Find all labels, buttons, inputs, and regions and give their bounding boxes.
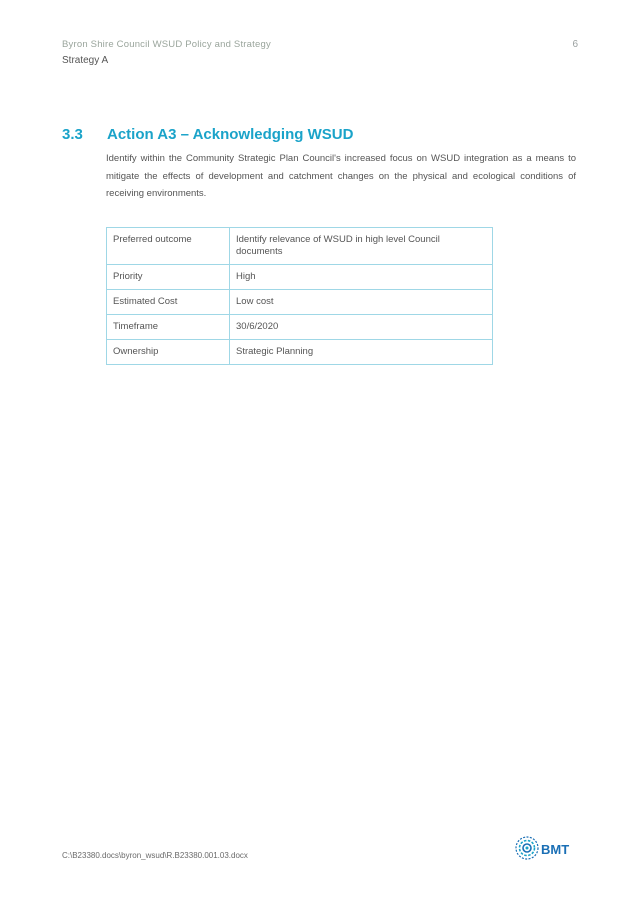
table-row xyxy=(107,290,493,315)
section-intro: Identify within the Community Strategic Plan Council's increased focus on WSUD integration as a means to mitigate the effects of development and catchment changes on the physical and ecological conditions of receiving environments. xyxy=(106,153,576,199)
row-label: Estimated Cost xyxy=(107,290,230,315)
action-table xyxy=(106,227,493,365)
table-row xyxy=(107,265,493,290)
logo-text: BMT xyxy=(541,842,570,857)
globe-icon xyxy=(516,837,538,859)
row-label: Preferred outcome xyxy=(107,228,230,265)
row-value: High xyxy=(230,265,493,290)
section-title: Action A3 – Acknowledging WSUD xyxy=(107,126,354,143)
table-row xyxy=(107,315,493,340)
row-label: Timeframe xyxy=(107,315,230,340)
table-row xyxy=(107,228,493,265)
table-row xyxy=(107,340,493,365)
page-number: 6 xyxy=(572,39,578,50)
section-heading xyxy=(62,126,582,143)
header-title: Byron Shire Council WSUD Policy and Strategy xyxy=(62,39,271,50)
row-label: Priority xyxy=(107,265,230,290)
header-subtitle: Strategy A xyxy=(62,55,109,66)
row-value: Identify relevance of WSUD in high level Council documents xyxy=(230,228,493,265)
row-value: 30/6/2020 xyxy=(230,315,493,340)
footer-file-path: C:\B23380.docs\byron_wsud\R.B23380.001.03.docx xyxy=(62,851,248,860)
row-label: Ownership xyxy=(107,340,230,365)
section-number: 3.3 xyxy=(62,126,83,143)
bmt-logo xyxy=(514,833,578,863)
row-value: Low cost xyxy=(230,290,493,315)
row-value: Strategic Planning xyxy=(230,340,493,365)
